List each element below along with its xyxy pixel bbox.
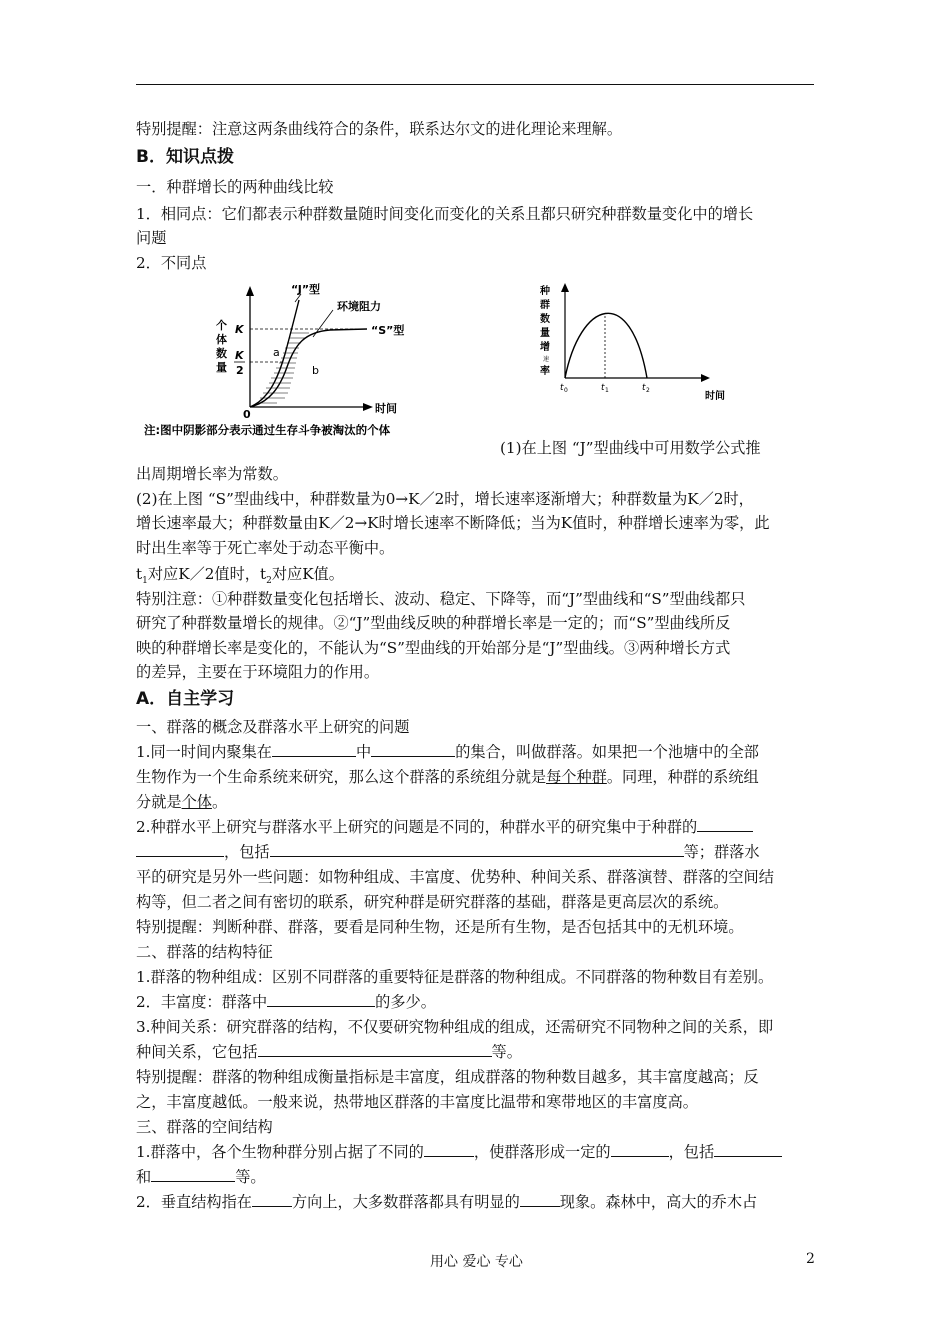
text-segment: ，包括 [668, 1143, 715, 1161]
text-line: 出周期增长率为常数。 [136, 465, 288, 483]
text-segment: ，使群落形成一定的 [473, 1143, 611, 1161]
blank-field[interactable] [252, 1191, 292, 1207]
t0-label: t [560, 383, 564, 393]
y-axis-arrow [246, 286, 254, 296]
t0-sub: 0 [564, 387, 568, 394]
blank-field[interactable] [611, 1141, 669, 1157]
rate-y-label-1: 种 [540, 286, 550, 297]
y-axis-label-1: 个 [216, 319, 227, 332]
underlined-answer: 每个种群 [546, 768, 607, 786]
resistance-label: 环境阻力 [337, 300, 381, 313]
text-line: 1．相同点：它们都表示种群数量随时间变化而变化的关系且都只研究种群数量变化中的增长 [136, 205, 754, 223]
text-segment: ，包括 [224, 843, 270, 861]
rate-y-label-7: 率 [540, 366, 550, 377]
text-line [136, 1191, 818, 1213]
population-growth-curves-figure [144, 282, 495, 442]
point-a-label: a [273, 346, 280, 359]
figure-note: 注:图中阴影部分表示通过生存斗争被淘汰的个体 [144, 423, 391, 437]
blank-field[interactable] [272, 741, 356, 757]
text-segment: 分就是 [136, 793, 182, 811]
blank-field[interactable] [136, 841, 224, 857]
text-segment: 对应K／2值时，t [147, 565, 267, 583]
text-segment: 。同理，种群的系统组 [606, 768, 759, 786]
blank-field[interactable] [258, 1041, 492, 1057]
rate-y-label-3: 数 [540, 314, 550, 325]
j-type-label: “J”型 [291, 283, 321, 296]
t1-sub: 1 [605, 387, 609, 394]
text-segment: 的集合，叫做群落。如果把一个池塘中的全部 [455, 743, 759, 761]
text-segment: 对应K值。 [271, 565, 344, 583]
text-line: 的差异，主要在于环境阻力的作用。 [136, 663, 379, 681]
text-line [136, 1166, 818, 1188]
section-heading-a: A．自主学习 [136, 689, 235, 709]
rate-curve [565, 313, 647, 378]
text-line: (1)在上图 “J”型曲线中可用数学公式推 [500, 439, 761, 457]
blank-field[interactable] [424, 1141, 474, 1157]
text-segment: 1.同一时间内聚集在 [136, 743, 272, 761]
y-axis-label-3: 数 [216, 347, 227, 360]
shaded-region [257, 333, 309, 403]
rate-y-label-6: 速 [543, 356, 550, 363]
rate-x-label: 时间 [705, 391, 725, 402]
text-segment: 2．垂直结构指在 [136, 1193, 252, 1211]
text-line: 1.群落的物种组成：区别不同群落的重要特征是群落的物种组成。不同群落的物种数目有差别。 [136, 968, 774, 986]
page-number: 2 [806, 1251, 815, 1267]
half-k-denominator: 2 [236, 364, 244, 377]
t-subscript-2: 2 [266, 576, 272, 587]
text-segment: 等。 [235, 1168, 266, 1186]
text-line: 研究了种群数量增长的规律。②“J”型曲线反映的种群增长率是一定的；而“S”型曲线所反 [136, 614, 731, 632]
s-curve [250, 329, 367, 407]
text-segment: 。 [211, 793, 228, 811]
text-line: 之，丰富度越低。一般来说，热带地区群落的丰富度比温带和寒带地区的丰富度高。 [136, 1093, 698, 1111]
text-line [136, 816, 818, 838]
text-segment: 现象。森林中，高大的乔木占 [559, 1193, 758, 1211]
t2-label: t [642, 383, 646, 393]
rate-y-label-2: 群 [540, 300, 550, 311]
text-line [136, 841, 818, 863]
rate-y-label-4: 量 [540, 328, 550, 339]
half-k-numerator: K [235, 349, 244, 362]
text-line: 映的种群增长率是变化的，不能认为“S”型曲线的开始部分是“J”型曲线。③两种增长方式 [136, 639, 731, 657]
text-segment: 2．丰富度：群落中 [136, 993, 268, 1011]
text-segment: 种间关系，它包括 [136, 1043, 258, 1061]
text-segment: 2.种群水平上研究与群落水平上研究的问题是不同的，种群水平的研究集中于种群的 [136, 818, 698, 836]
text-line: 特别提醒：判断种群、群落，要看是同种生物，还是所有生物，是否包括其中的无机环境。 [136, 918, 744, 936]
text-line: 问题 [136, 229, 167, 247]
subsection-heading: 一、群落的概念及群落水平上研究的问题 [136, 718, 410, 736]
text-line [136, 1141, 818, 1163]
text-line [136, 766, 818, 788]
text-segment: 等；群落水 [683, 843, 760, 861]
origin-label: 0 [243, 408, 251, 421]
resistance-pointer [313, 310, 333, 337]
section-heading-b: B．知识点拨 [136, 147, 234, 167]
footer-motto: 用心 爱心 专心 [430, 1254, 523, 1270]
rate-x-axis-arrow [701, 374, 710, 382]
subsection-heading: 二、群落的结构特征 [136, 943, 273, 961]
blank-field[interactable] [714, 1141, 782, 1157]
text-line: 特别提醒：注意这两条曲线符合的条件，联系达尔文的进化理论来理解。 [136, 120, 622, 138]
blank-field[interactable] [520, 1191, 560, 1207]
k-label: K [235, 323, 244, 336]
subsection-heading: 三、群落的空间结构 [136, 1118, 273, 1136]
y-axis-label-2: 体 [216, 333, 227, 346]
text-line: 增长速率最大；种群数量由K／2→K时增长速率不断降低；当为K值时，种群增长速率为零，此 [136, 514, 770, 532]
header-rule [136, 84, 814, 85]
s-type-label: “S”型 [371, 324, 405, 337]
text-line: 构等，但二者之间有密切的联系，研究种群是研究群落的基础，群落是更高层次的系统。 [136, 893, 729, 911]
text-line: 3.种间关系：研究群落的结构，不仅要研究物种组成的组成，还需研究不同物种之间的关系，即 [136, 1018, 774, 1036]
text-segment: 和 [136, 1168, 152, 1186]
blank-field[interactable] [151, 1166, 235, 1182]
text-segment: 1.群落中，各个生物种群分别占据了不同的 [136, 1143, 424, 1161]
text-segment: 的多少。 [375, 993, 436, 1011]
text-segment: 等。 [491, 1043, 522, 1061]
text-line [136, 741, 818, 763]
y-axis-label-4: 量 [216, 361, 227, 374]
text-line: (2)在上图 “S”型曲线中，种群数量为0→K／2时，增长速率逐渐增大；种群数量为K／2时， [136, 490, 754, 508]
blank-field[interactable] [267, 991, 375, 1007]
text-line: 平的研究是另外一些问题：如物种组成、丰富度、优势种、种间关系、群落演替、群落的空间结 [136, 868, 774, 886]
text-segment: 方向上，大多数群落都具有明显的 [291, 1193, 520, 1211]
text-line: 2．不同点 [136, 254, 207, 272]
text-line [136, 791, 818, 813]
x-axis-arrow [363, 403, 373, 411]
rate-y-axis-arrow [561, 283, 569, 292]
text-line: 特别提醒：群落的物种组成衡量指标是丰富度，组成群落的物种数目越多，其丰富度越高；反 [136, 1068, 759, 1086]
growth-rate-figure [535, 282, 745, 402]
underlined-answer: 个体 [181, 793, 212, 811]
t1-label: t [601, 383, 605, 393]
t2-sub: 2 [646, 387, 650, 394]
text-segment: 生物作为一个生命系统来研究，那么这个群落的系统组分就是 [136, 768, 547, 786]
text-line [136, 991, 818, 1013]
blank-field[interactable] [270, 841, 684, 857]
text-segment: 中 [356, 743, 372, 761]
t-symbol: t [136, 565, 143, 583]
blank-field[interactable] [371, 741, 455, 757]
subsection-heading: 一．种群增长的两种曲线比较 [136, 178, 334, 196]
blank-field[interactable] [697, 816, 753, 832]
x-axis-label: 时间 [375, 402, 397, 415]
text-line [136, 1041, 818, 1063]
rate-y-label-5: 增 [540, 342, 550, 353]
t-subscript-1: 1 [142, 576, 148, 587]
text-line: 特别注意：①种群数量变化包括增长、波动、稳定、下降等，而“J”型曲线和“S”型曲线都只 [136, 590, 746, 608]
text-line: 时出生率等于死亡率处于动态平衡中。 [136, 539, 395, 557]
point-b-label: b [312, 364, 319, 377]
